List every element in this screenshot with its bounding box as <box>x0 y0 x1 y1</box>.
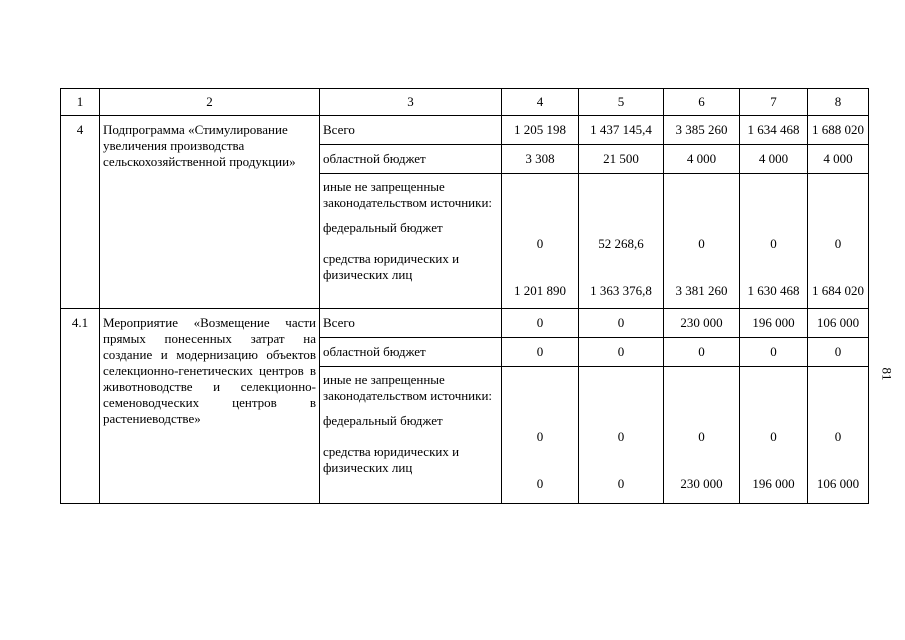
federal-value: 0 <box>770 236 777 251</box>
row-label-group <box>320 174 502 309</box>
value-cell: 4 000 <box>664 145 740 174</box>
value-cell <box>664 367 740 504</box>
federal-value: 52 268,6 <box>598 236 644 251</box>
value-cell: 21 500 <box>579 145 664 174</box>
value-cell <box>808 367 869 504</box>
legal-value: 230 000 <box>680 476 723 491</box>
federal-value: 0 <box>770 429 777 444</box>
item-number: 4.1 <box>61 309 100 504</box>
legal-value: 1 201 890 <box>514 283 566 298</box>
row-label-federal: федеральный бюджет <box>323 413 443 428</box>
header-cell: 5 <box>579 89 664 116</box>
value-cell: 230 000 <box>664 309 740 338</box>
header-cell: 2 <box>100 89 320 116</box>
row-label-group <box>320 367 502 504</box>
value-cell: 0 <box>664 338 740 367</box>
row-label-legal: средства юридических и физических лиц <box>323 444 460 475</box>
value-cell: 0 <box>740 338 808 367</box>
row-label-regional: областной бюджет <box>320 338 502 367</box>
value-cell: 0 <box>502 338 579 367</box>
value-cell <box>808 174 869 309</box>
value-cell: 4 000 <box>808 145 869 174</box>
row-label-other: иные не запрещенные законодательством источники: <box>323 372 493 403</box>
value-cell: 1 205 198 <box>502 116 579 145</box>
value-cell <box>502 367 579 504</box>
value-cell: 1 437 145,4 <box>579 116 664 145</box>
header-row <box>61 89 869 116</box>
budget-table <box>60 88 869 504</box>
federal-value: 0 <box>536 236 544 251</box>
value-cell <box>664 174 740 309</box>
legal-value: 106 000 <box>816 476 860 491</box>
legal-value: 0 <box>536 476 544 491</box>
table-row <box>61 116 869 145</box>
legal-value: 1 363 376,8 <box>590 283 652 298</box>
federal-value: 0 <box>698 236 705 251</box>
value-cell: 0 <box>579 338 664 367</box>
legal-value: 196 000 <box>752 476 795 491</box>
value-cell: 0 <box>808 338 869 367</box>
header-cell: 7 <box>740 89 808 116</box>
page-number: 81 <box>879 367 895 381</box>
header-cell: 6 <box>664 89 740 116</box>
value-cell <box>740 367 808 504</box>
row-label-total: Всего <box>320 309 502 338</box>
value-cell: 0 <box>579 309 664 338</box>
row-label-regional: областной бюджет <box>320 145 502 174</box>
value-cell: 196 000 <box>740 309 808 338</box>
legal-value: 1 684 020 <box>812 283 864 298</box>
legal-value: 0 <box>617 476 625 491</box>
value-cell: 3 385 260 <box>664 116 740 145</box>
item-number: 4 <box>61 116 100 309</box>
legal-value: 3 381 260 <box>675 283 728 298</box>
header-cell: 3 <box>320 89 502 116</box>
row-label-federal: федеральный бюджет <box>323 220 443 235</box>
federal-value: 0 <box>834 429 842 444</box>
value-cell <box>579 367 664 504</box>
value-cell <box>502 174 579 309</box>
federal-value: 0 <box>536 429 544 444</box>
federal-value: 0 <box>617 429 625 444</box>
table-row <box>61 309 869 338</box>
federal-value: 0 <box>698 429 705 444</box>
value-cell: 3 308 <box>502 145 579 174</box>
value-cell: 1 634 468 <box>740 116 808 145</box>
row-label-total: Всего <box>320 116 502 145</box>
value-cell: 106 000 <box>808 309 869 338</box>
header-cell: 1 <box>61 89 100 116</box>
federal-value: 0 <box>834 236 842 251</box>
legal-value: 1 630 468 <box>747 283 800 298</box>
item-name: Подпрограмма «Стимулирование увеличения производства сельскохозяйственной продукции» <box>100 116 320 309</box>
value-cell <box>579 174 664 309</box>
item-name: Мероприятие «Возмещение части прямых понесенных затрат на создание и модернизацию объектов селекционно-генетических центров в животноводстве и селекционно-семеноводческих центров в растениеводстве» <box>100 309 320 504</box>
value-cell: 4 000 <box>740 145 808 174</box>
value-cell: 0 <box>502 309 579 338</box>
row-label-other: иные не запрещенные законодательством источники: <box>323 179 493 210</box>
row-label-legal: средства юридических и физических лиц <box>323 251 460 282</box>
value-cell: 1 688 020 <box>808 116 869 145</box>
value-cell <box>740 174 808 309</box>
header-cell: 8 <box>808 89 869 116</box>
header-cell: 4 <box>502 89 579 116</box>
